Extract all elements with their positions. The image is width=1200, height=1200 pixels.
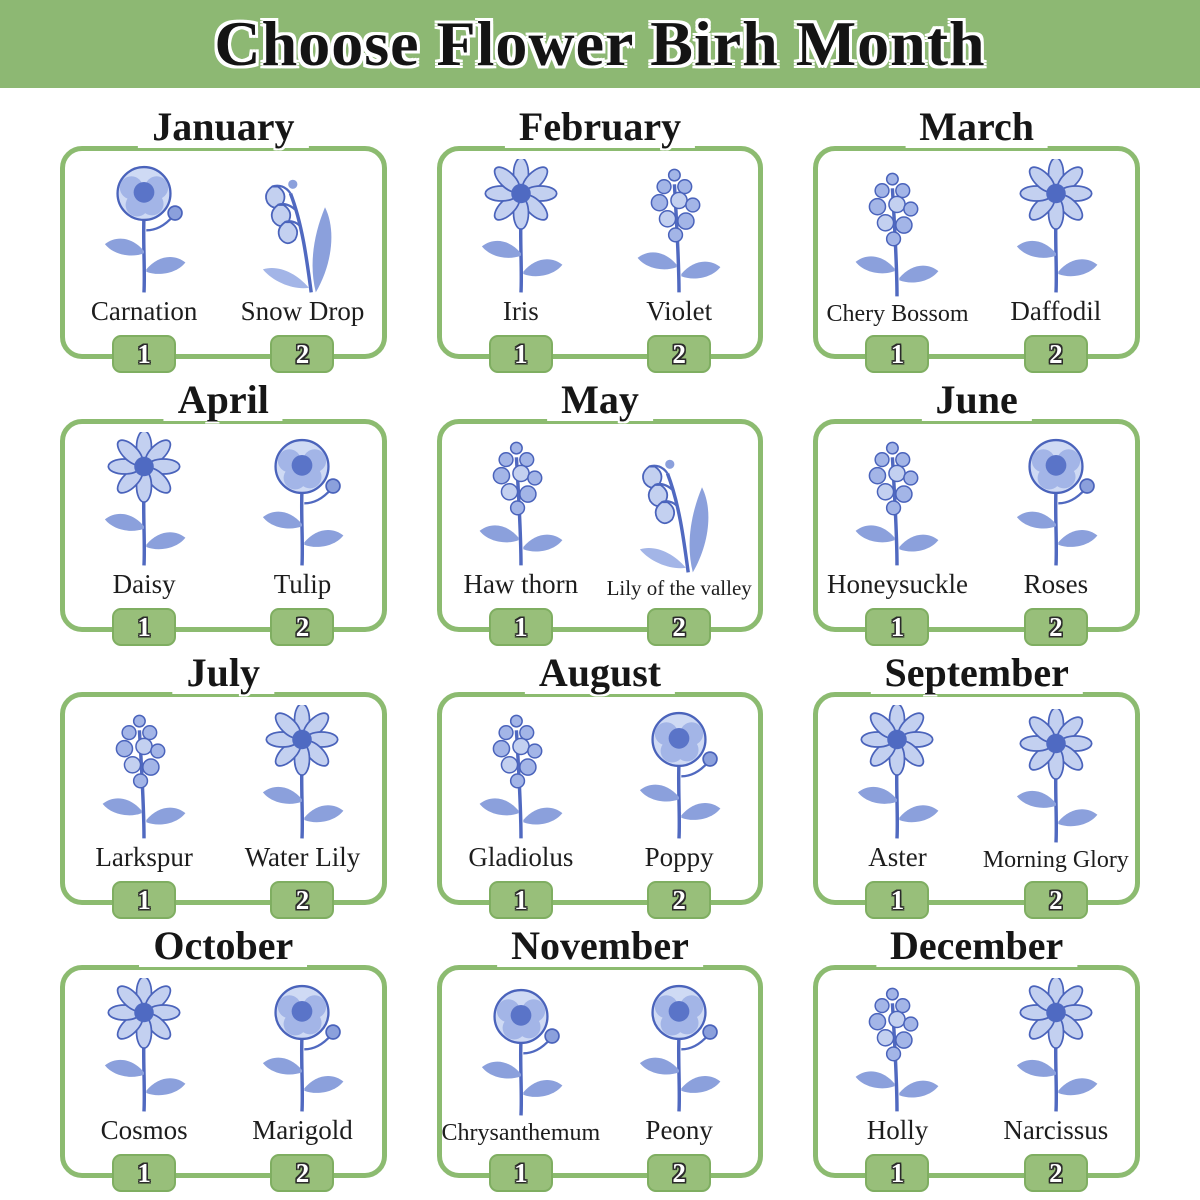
option-1-badge[interactable]: 1 [489, 881, 553, 919]
option-1-badge[interactable]: 1 [865, 881, 929, 919]
flower-illustration [238, 159, 366, 297]
flower-option [65, 151, 223, 354]
flower-illustration [80, 159, 208, 297]
option-1-badge[interactable]: 1 [865, 608, 929, 646]
month-card-frame [60, 965, 387, 1188]
month-card-frame [813, 965, 1140, 1188]
month-title: February [505, 106, 695, 148]
flower-option [223, 151, 381, 354]
flower-name: Larkspur [95, 842, 193, 873]
month-title: March [905, 106, 1048, 148]
month-title: June [922, 379, 1032, 421]
month-title: October [139, 925, 307, 967]
month-card-july [60, 648, 387, 915]
flower-illustration [833, 432, 961, 570]
month-card-frame [813, 146, 1140, 369]
flower-name: Cosmos [100, 1115, 188, 1146]
option-1-badge[interactable]: 1 [865, 1154, 929, 1192]
month-grid [0, 88, 1200, 1198]
option-1-badge[interactable]: 1 [112, 335, 176, 373]
flower-option [818, 970, 976, 1173]
flower-option [977, 697, 1135, 900]
month-title: November [497, 925, 703, 967]
option-2-badge[interactable]: 2 [647, 335, 711, 373]
option-1-badge[interactable]: 1 [489, 1154, 553, 1192]
month-card-december [813, 921, 1140, 1188]
option-2-badge[interactable]: 2 [270, 608, 334, 646]
month-title: December [876, 925, 1077, 967]
month-title: May [547, 379, 653, 421]
flower-illustration [615, 705, 743, 843]
flower-illustration [238, 432, 366, 570]
flower-illustration [457, 159, 585, 297]
month-card-frame [60, 692, 387, 915]
flower-name: Chrysanthemum [441, 1119, 601, 1146]
month-card-frame [437, 965, 764, 1188]
flower-illustration [833, 705, 961, 843]
flower-illustration [992, 432, 1120, 570]
option-2-badge[interactable]: 2 [647, 608, 711, 646]
flower-option [977, 424, 1135, 627]
flower-name: Poppy [644, 842, 714, 873]
month-card-april [60, 375, 387, 642]
flower-illustration [615, 439, 743, 577]
option-1-badge[interactable]: 1 [489, 335, 553, 373]
title-banner [0, 0, 1200, 88]
month-card-february [437, 102, 764, 369]
flower-option [600, 697, 758, 900]
month-card-frame [813, 692, 1140, 915]
flower-illustration [457, 705, 585, 843]
month-title: August [525, 652, 675, 694]
flower-name: Marigold [252, 1115, 353, 1146]
option-2-badge[interactable]: 2 [270, 335, 334, 373]
flower-name: Iris [502, 296, 539, 327]
option-1-badge[interactable]: 1 [112, 881, 176, 919]
month-card-frame [813, 419, 1140, 642]
flower-option [600, 151, 758, 354]
flower-name: Honeysuckle [827, 569, 968, 600]
flower-illustration [615, 159, 743, 297]
month-card-frame [60, 146, 387, 369]
flower-illustration [238, 705, 366, 843]
flower-name: Haw thorn [463, 569, 579, 600]
flower-option [818, 151, 976, 354]
flower-illustration [80, 705, 208, 843]
flower-name: Snow Drop [240, 296, 365, 327]
flower-option [65, 697, 223, 900]
flower-option [600, 970, 758, 1173]
flower-illustration [457, 982, 585, 1120]
option-2-badge[interactable]: 2 [1024, 881, 1088, 919]
page-title: Choose Flower Birh Month [214, 8, 986, 79]
option-1-badge[interactable]: 1 [112, 608, 176, 646]
flower-name: Holly [866, 1115, 929, 1146]
flower-option [818, 697, 976, 900]
flower-name: Daffodil [1010, 296, 1102, 327]
flower-option [442, 697, 600, 900]
month-card-may [437, 375, 764, 642]
month-title: April [164, 379, 283, 421]
month-card-october [60, 921, 387, 1188]
flower-option [65, 970, 223, 1173]
flower-option [977, 970, 1135, 1173]
option-2-badge[interactable]: 2 [1024, 335, 1088, 373]
flower-name: Lily of the valley [606, 575, 752, 600]
flower-option [442, 970, 600, 1173]
month-card-september [813, 648, 1140, 915]
flower-illustration [80, 978, 208, 1116]
month-title: January [138, 106, 308, 148]
flower-illustration [238, 978, 366, 1116]
flower-name: Violet [646, 296, 713, 327]
option-2-badge[interactable]: 2 [647, 881, 711, 919]
option-2-badge[interactable]: 2 [270, 1154, 334, 1192]
flower-option [223, 424, 381, 627]
month-card-march [813, 102, 1140, 369]
flower-option [442, 151, 600, 354]
flower-illustration [833, 978, 961, 1116]
month-card-frame [60, 419, 387, 642]
option-2-badge[interactable]: 2 [1024, 608, 1088, 646]
month-title: September [870, 652, 1082, 694]
month-card-august [437, 648, 764, 915]
flower-illustration [615, 978, 743, 1116]
option-1-badge[interactable]: 1 [865, 335, 929, 373]
option-2-badge[interactable]: 2 [647, 1154, 711, 1192]
flower-name: Chery Bossom [826, 300, 969, 327]
month-card-january [60, 102, 387, 369]
flower-name: Carnation [90, 296, 198, 327]
flower-option [818, 424, 976, 627]
flower-name: Narcissus [1003, 1115, 1109, 1146]
flower-option [223, 970, 381, 1173]
flower-name: Daisy [112, 569, 176, 600]
option-2-badge[interactable]: 2 [270, 881, 334, 919]
flower-illustration [992, 709, 1120, 847]
month-card-november [437, 921, 764, 1188]
month-card-june [813, 375, 1140, 642]
flower-option [223, 697, 381, 900]
flower-illustration [992, 159, 1120, 297]
flower-illustration [992, 978, 1120, 1116]
flower-illustration [833, 163, 961, 301]
option-1-badge[interactable]: 1 [489, 608, 553, 646]
month-card-frame [437, 692, 764, 915]
month-card-frame [437, 146, 764, 369]
flower-name: Peony [645, 1115, 713, 1146]
month-card-frame [437, 419, 764, 642]
flower-name: Tulip [273, 569, 332, 600]
flower-option [600, 424, 758, 627]
flower-option [442, 424, 600, 627]
flower-name: Aster [868, 842, 927, 873]
flower-option [65, 424, 223, 627]
option-2-badge[interactable]: 2 [1024, 1154, 1088, 1192]
month-title: July [173, 652, 274, 694]
flower-name: Gladiolus [468, 842, 574, 873]
flower-name: Morning Glory [982, 846, 1129, 873]
flower-option [977, 151, 1135, 354]
flower-illustration [80, 432, 208, 570]
flower-name: Water Lily [244, 842, 361, 873]
flower-name: Roses [1023, 569, 1089, 600]
option-1-badge[interactable]: 1 [112, 1154, 176, 1192]
flower-illustration [457, 432, 585, 570]
